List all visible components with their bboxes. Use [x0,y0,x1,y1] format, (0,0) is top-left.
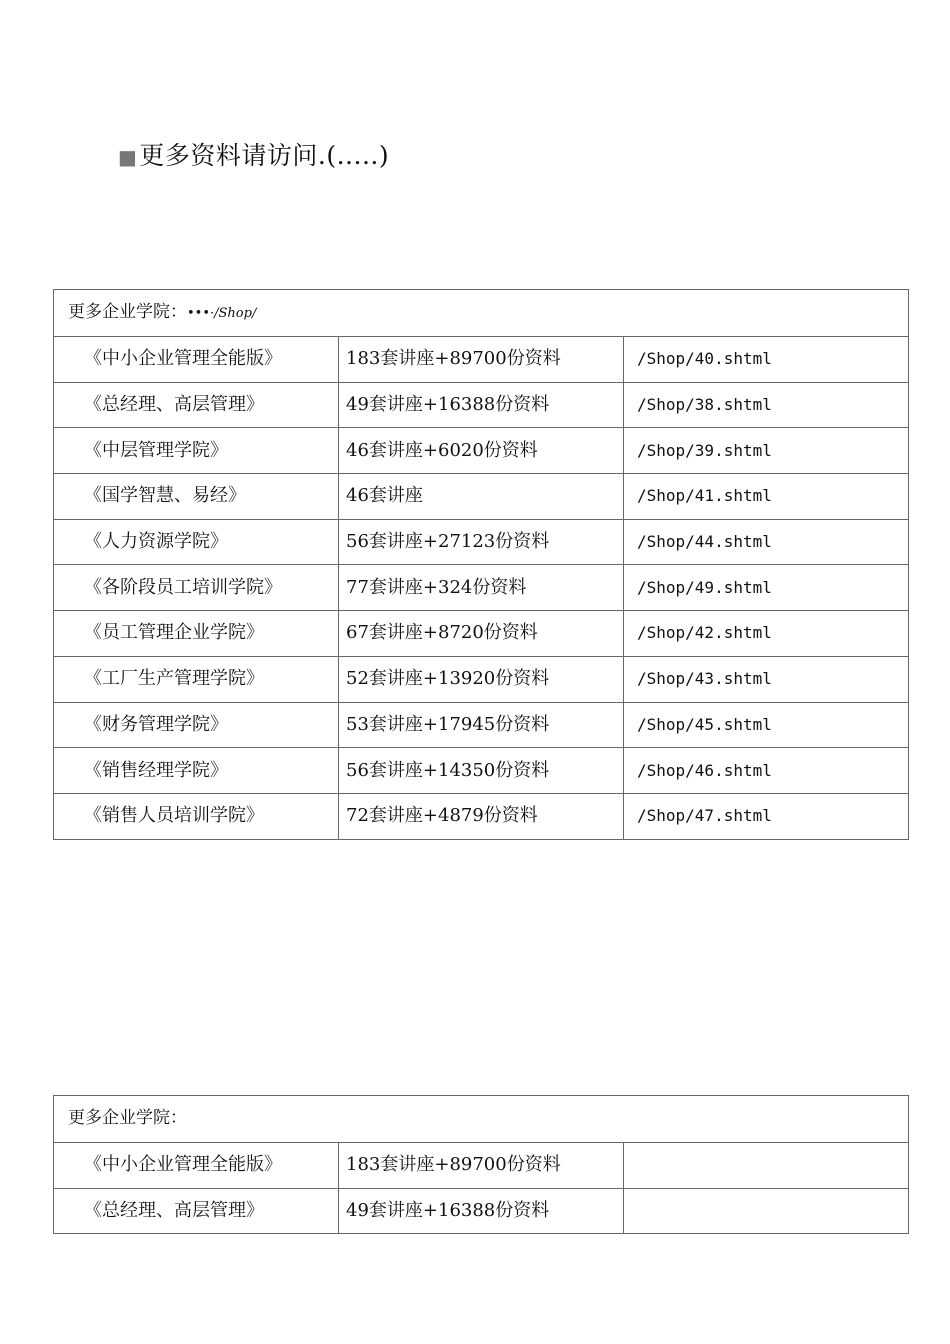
academy-name: 《中小企业管理全能版》 [54,1143,339,1189]
table-header-label: 更多企业学院： [68,302,187,322]
academy-name: 《员工管理企业学院》 [54,611,339,657]
academy-name: 《各阶段员工培训学院》 [54,565,339,611]
academy-content: 46套讲座 [339,474,624,520]
academy-name: 《总经理、高层管理》 [54,382,339,428]
academy-link[interactable]: /Shop/41.shtml [624,474,909,520]
table-row [54,611,909,657]
table-row [54,428,909,474]
academy-name: 《销售经理学院》 [54,748,339,794]
academy-link[interactable]: /Shop/39.shtml [624,428,909,474]
academy-link[interactable] [624,1188,909,1234]
table-row [54,474,909,520]
table-header-label: 更多企业学院： [68,1108,187,1128]
academy-content: 67套讲座+8720份资料 [339,611,624,657]
academy-content: 72套讲座+4879份资料 [339,793,624,839]
academy-link[interactable]: /Shop/44.shtml [624,519,909,565]
academy-link[interactable]: /Shop/42.shtml [624,611,909,657]
academy-link[interactable]: /Shop/47.shtml [624,793,909,839]
table-row [54,1143,909,1189]
academy-content: 183套讲座+89700份资料 [339,337,624,383]
academy-content: 53套讲座+17945份资料 [339,702,624,748]
academy-name: 《中层管理学院》 [54,428,339,474]
square-bullet-icon: ■ [118,145,138,169]
table-header-cell [54,1096,909,1143]
academy-content: 56套讲座+27123份资料 [339,519,624,565]
table-header-link[interactable]: •••·/Shop/ [187,306,257,321]
academy-table [53,1095,909,1234]
academy-name: 《人力资源学院》 [54,519,339,565]
academy-name: 《工厂生产管理学院》 [54,656,339,702]
academy-content: 183套讲座+89700份资料 [339,1143,624,1189]
table-row [54,1188,909,1234]
academy-content: 52套讲座+13920份资料 [339,656,624,702]
table-row [54,656,909,702]
academy-name: 《财务管理学院》 [54,702,339,748]
academy-link[interactable]: /Shop/49.shtml [624,565,909,611]
academy-content: 46套讲座+6020份资料 [339,428,624,474]
academy-table [53,289,909,840]
academy-link[interactable]: /Shop/45.shtml [624,702,909,748]
table-row [54,382,909,428]
academy-link[interactable]: /Shop/43.shtml [624,656,909,702]
page-heading [118,136,389,172]
table-row [54,702,909,748]
table-row [54,793,909,839]
academy-link[interactable]: /Shop/46.shtml [624,748,909,794]
academy-content: 77套讲座+324份资料 [339,565,624,611]
table-row [54,565,909,611]
academy-name: 《销售人员培训学院》 [54,793,339,839]
academy-content: 49套讲座+16388份资料 [339,382,624,428]
table-row [54,337,909,383]
table-header-row [54,1096,909,1143]
table-row [54,748,909,794]
table-row [54,519,909,565]
heading-text: 更多资料请访问.(.....) [139,141,390,170]
academy-name: 《中小企业管理全能版》 [54,337,339,383]
academy-content: 49套讲座+16388份资料 [339,1188,624,1234]
academy-name: 《总经理、高层管理》 [54,1188,339,1234]
academy-link[interactable] [624,1143,909,1189]
academy-content: 56套讲座+14350份资料 [339,748,624,794]
table-header-cell [54,290,909,337]
academy-name: 《国学智慧、易经》 [54,474,339,520]
academy-link[interactable]: /Shop/40.shtml [624,337,909,383]
academy-link[interactable]: /Shop/38.shtml [624,382,909,428]
table-header-row [54,290,909,337]
